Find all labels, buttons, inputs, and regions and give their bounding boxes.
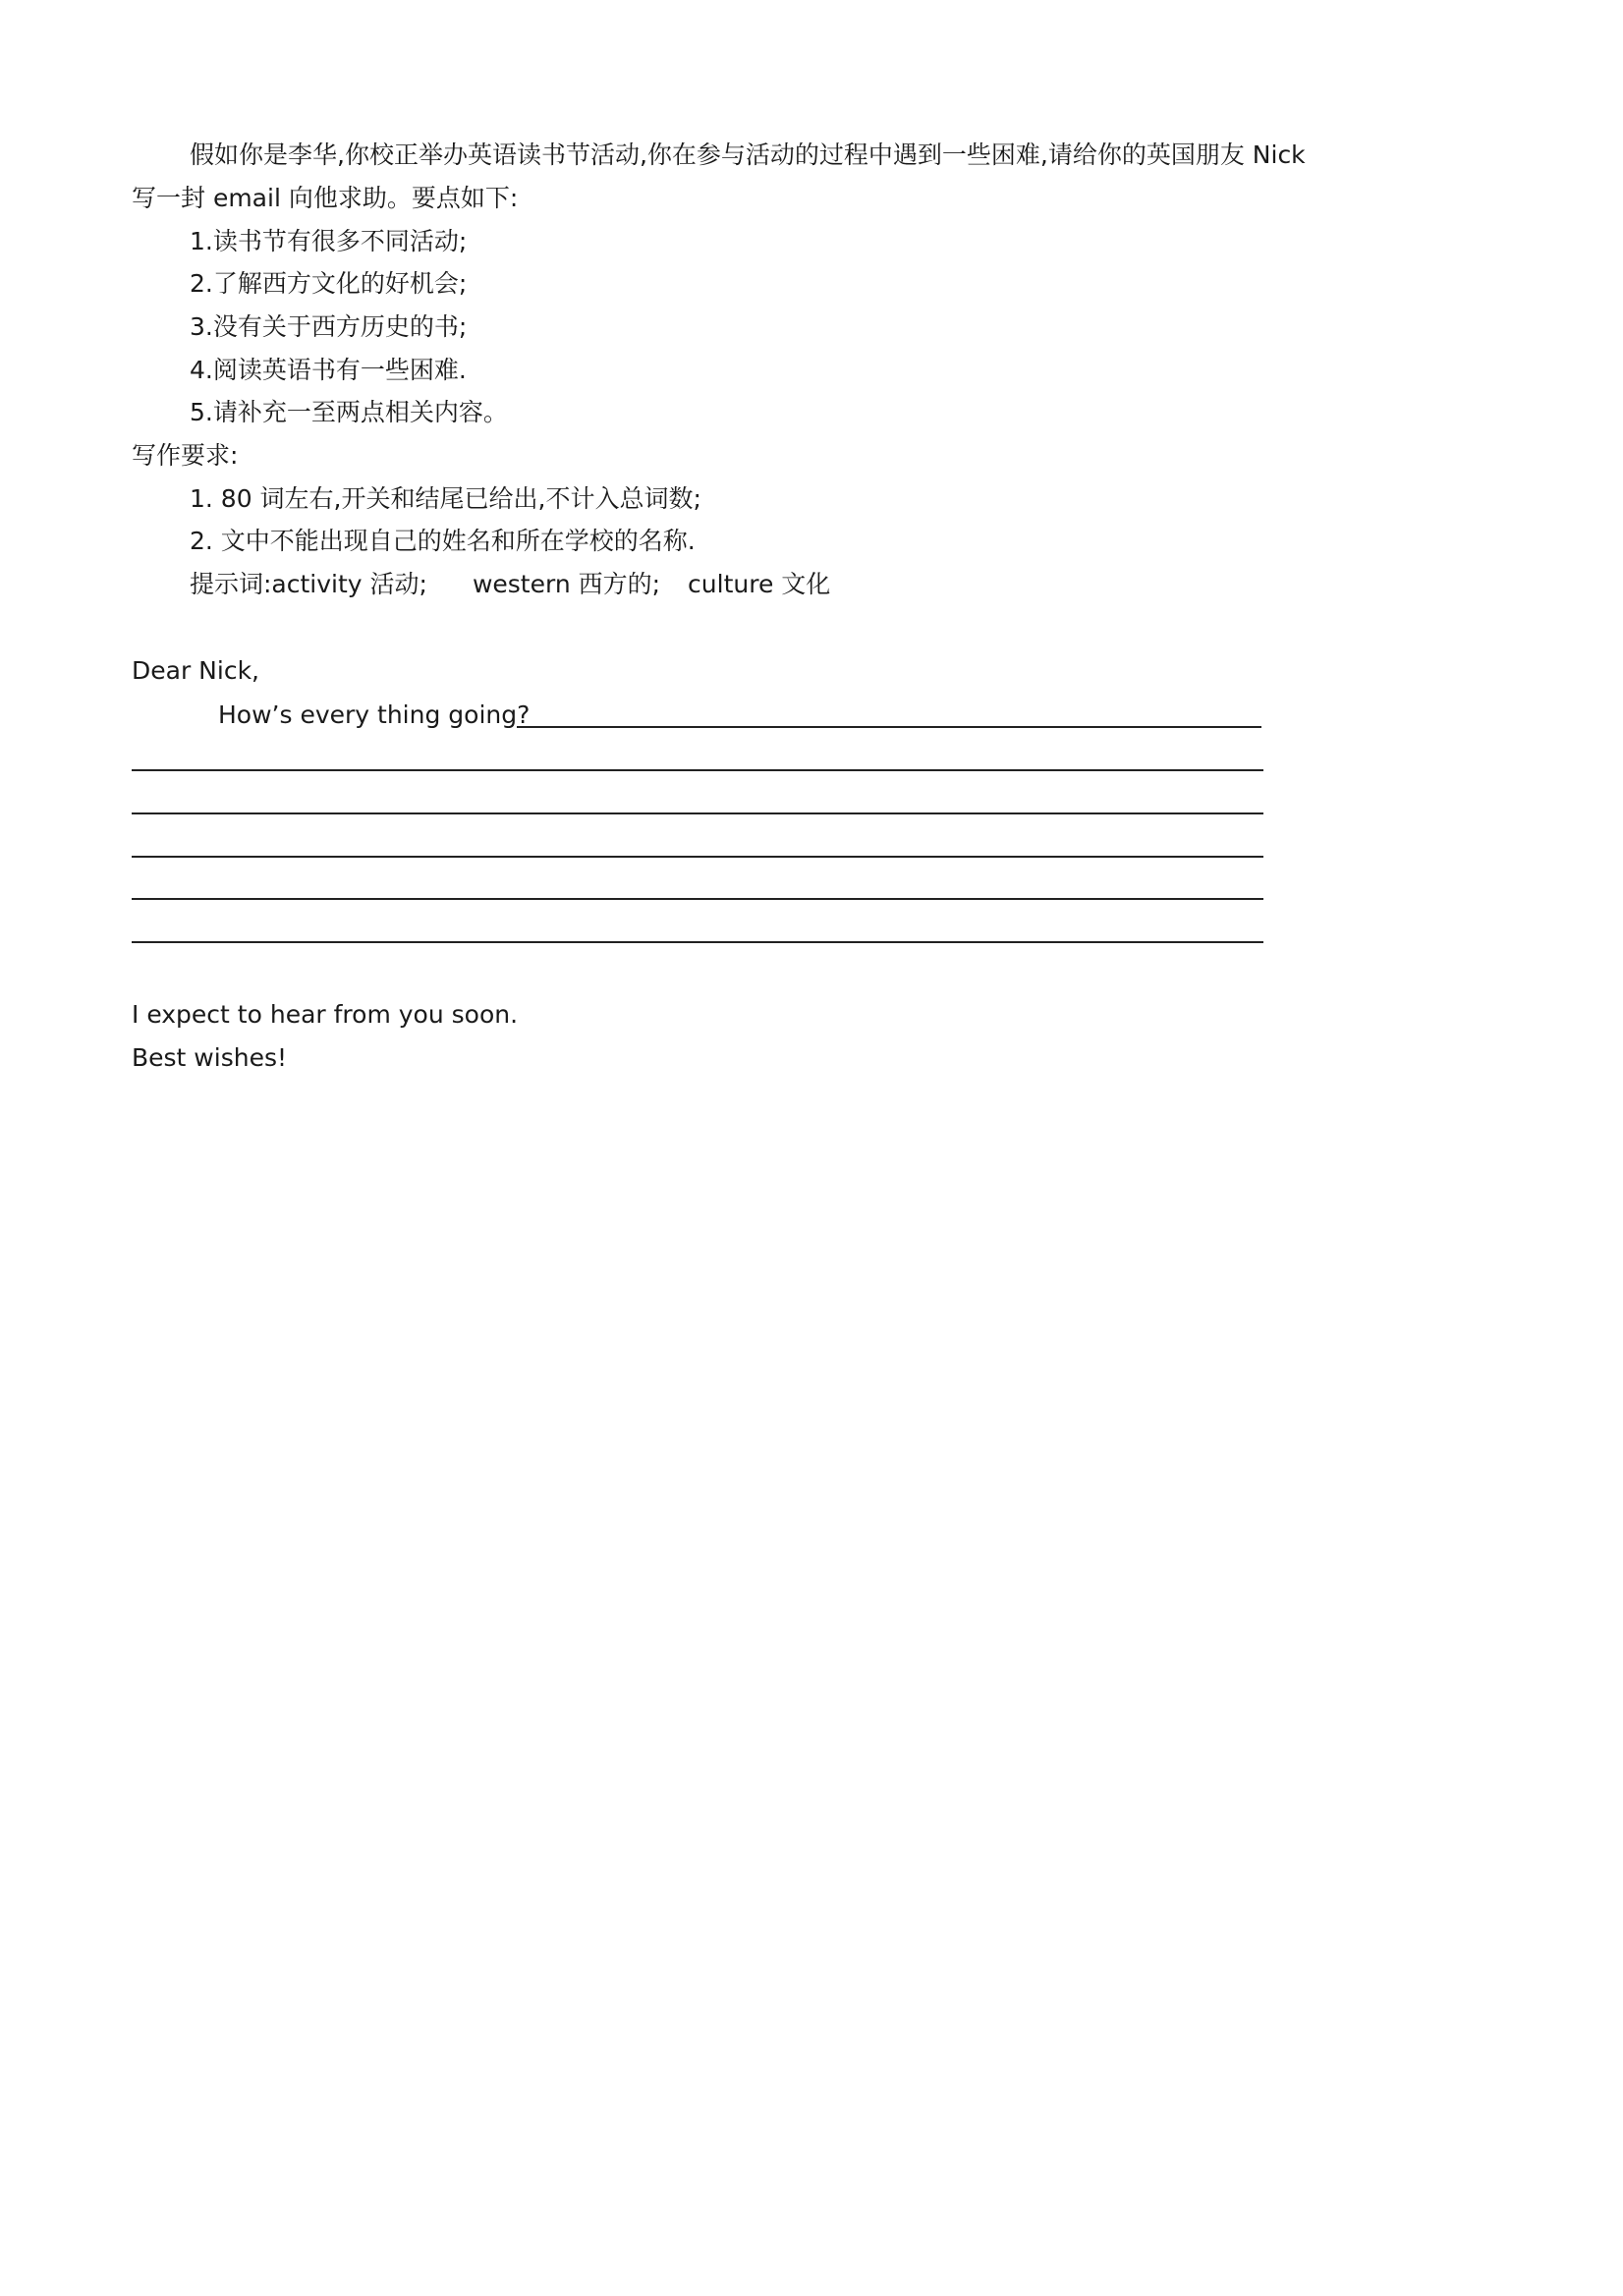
hint-word-western: western 西方的; (472, 570, 661, 598)
answer-line-1[interactable] (517, 726, 1261, 728)
letter-salutation: Dear Nick, (132, 656, 259, 685)
answer-line-2[interactable] (132, 769, 1263, 771)
hint-word-culture: culture 文化 (688, 570, 831, 598)
letter-opening: How’s every thing going? (218, 700, 531, 729)
point-5: 5.请补充一至两点相关内容。 (190, 398, 508, 426)
letter-closing-line: I expect to hear from you soon. (132, 1000, 519, 1029)
letter-sign-off: Best wishes! (132, 1043, 287, 1072)
requirements-heading: 写作要求: (132, 441, 239, 470)
requirement-1: 1. 80 词左右,开关和结尾已给出,不计入总词数; (190, 484, 701, 513)
point-2: 2.了解西方文化的好机会; (190, 269, 468, 298)
prompt-intro-line2: 写一封 email 向他求助。要点如下: (132, 184, 519, 212)
point-4: 4.阅读英语书有一些困难. (190, 356, 467, 384)
answer-line-6[interactable] (132, 941, 1263, 943)
answer-line-5[interactable] (132, 898, 1263, 900)
requirement-2: 2. 文中不能出现自己的姓名和所在学校的名称. (190, 527, 696, 555)
point-1: 1.读书节有很多不同活动; (190, 227, 468, 255)
hint-words (190, 569, 830, 600)
answer-line-4[interactable] (132, 856, 1263, 858)
point-3: 3.没有关于西方历史的书; (190, 312, 468, 341)
hint-word-activity: 提示词:activity 活动; (190, 570, 427, 598)
answer-line-3[interactable] (132, 812, 1263, 814)
prompt-intro-line1: 假如你是李华,你校正举办英语读书节活动,你在参与活动的过程中遇到一些困难,请给你的英国朋友 Nick (190, 140, 1306, 169)
